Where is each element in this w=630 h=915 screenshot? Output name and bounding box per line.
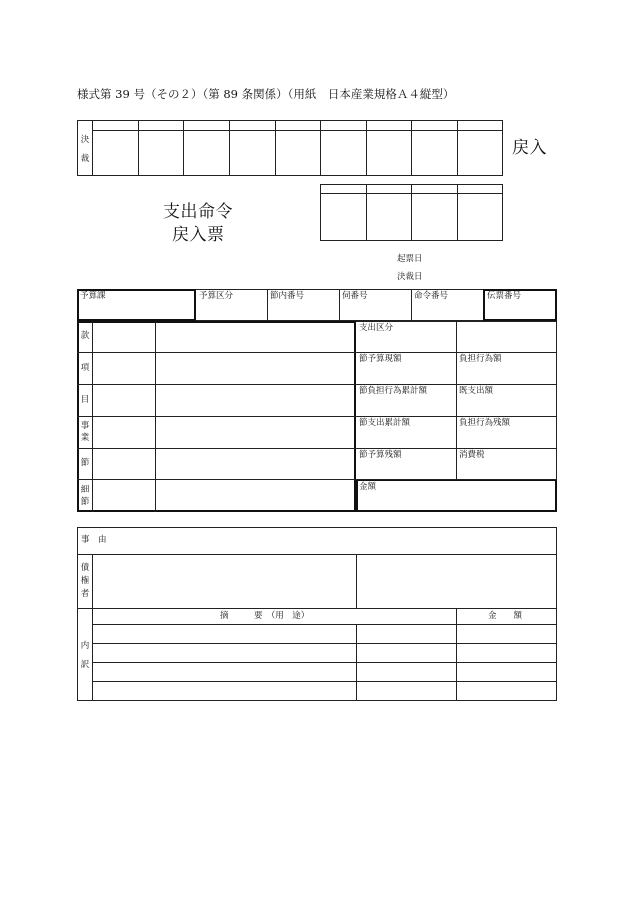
breakdown-label-1: 内 — [80, 641, 90, 651]
section-budget-balance-label: 節予算残額 — [359, 450, 402, 460]
document-title-line1: 支出命令 — [163, 202, 233, 222]
expense-category-label: 支出区分 — [359, 323, 394, 333]
decision-date-label: 決裁日 — [397, 272, 423, 282]
section-budget-current-label: 節予算現額 — [359, 354, 402, 364]
burden-act-amount-label: 負担行為額 — [459, 354, 502, 364]
amount-label: 金額 — [359, 482, 377, 492]
burden-act-balance-label: 負担行為残額 — [459, 418, 511, 428]
creditor-label-1: 債 — [80, 563, 90, 573]
jigyou-label-2: 業 — [80, 433, 90, 443]
return-label: 戻入 — [512, 138, 547, 158]
order-number-label: 命令番号 — [414, 291, 449, 301]
creditor-label-2: 権 — [80, 576, 90, 586]
jigyou-label-1: 事 — [80, 421, 90, 431]
amount-header: 金 額 — [488, 611, 523, 621]
reason-label: 事 由 — [81, 535, 107, 545]
section-burden-cumulative-label: 節負担行為累計額 — [359, 386, 428, 396]
section-expense-cumulative-label: 節支出累計額 — [359, 418, 411, 428]
breakdown-label-2: 訳 — [80, 660, 90, 670]
document-title-line2: 戻入票 — [172, 225, 225, 245]
saisetsu-label-2: 節 — [80, 497, 90, 507]
form-title: 様式第 39 号（その２）（第 89 条関係）（用紙 日本産業規格Ａ４縦型） — [77, 87, 455, 101]
budget-section-label: 予算課 — [80, 291, 106, 301]
kou-label: 項 — [80, 363, 90, 373]
kan-label: 款 — [80, 331, 90, 341]
approval-label-1: 決 — [80, 135, 90, 145]
setsu-label: 節 — [80, 458, 90, 468]
budget-category-label: 予算区分 — [199, 291, 234, 301]
summary-header: 摘 要 （用 途） — [220, 611, 310, 621]
draft-date-label: 起票日 — [397, 254, 423, 264]
creditor-label-3: 者 — [80, 589, 90, 599]
item-number-label: 節内番号 — [270, 291, 305, 301]
saisetsu-label-1: 細 — [80, 485, 90, 495]
consumption-tax-label: 消費税 — [459, 450, 485, 460]
already-paid-label: 既支出額 — [459, 386, 494, 396]
slip-number-label: 伝票番号 — [487, 291, 522, 301]
moku-label: 目 — [80, 395, 90, 405]
inquiry-number-label: 伺番号 — [342, 291, 368, 301]
approval-label-2: 裁 — [80, 154, 90, 164]
